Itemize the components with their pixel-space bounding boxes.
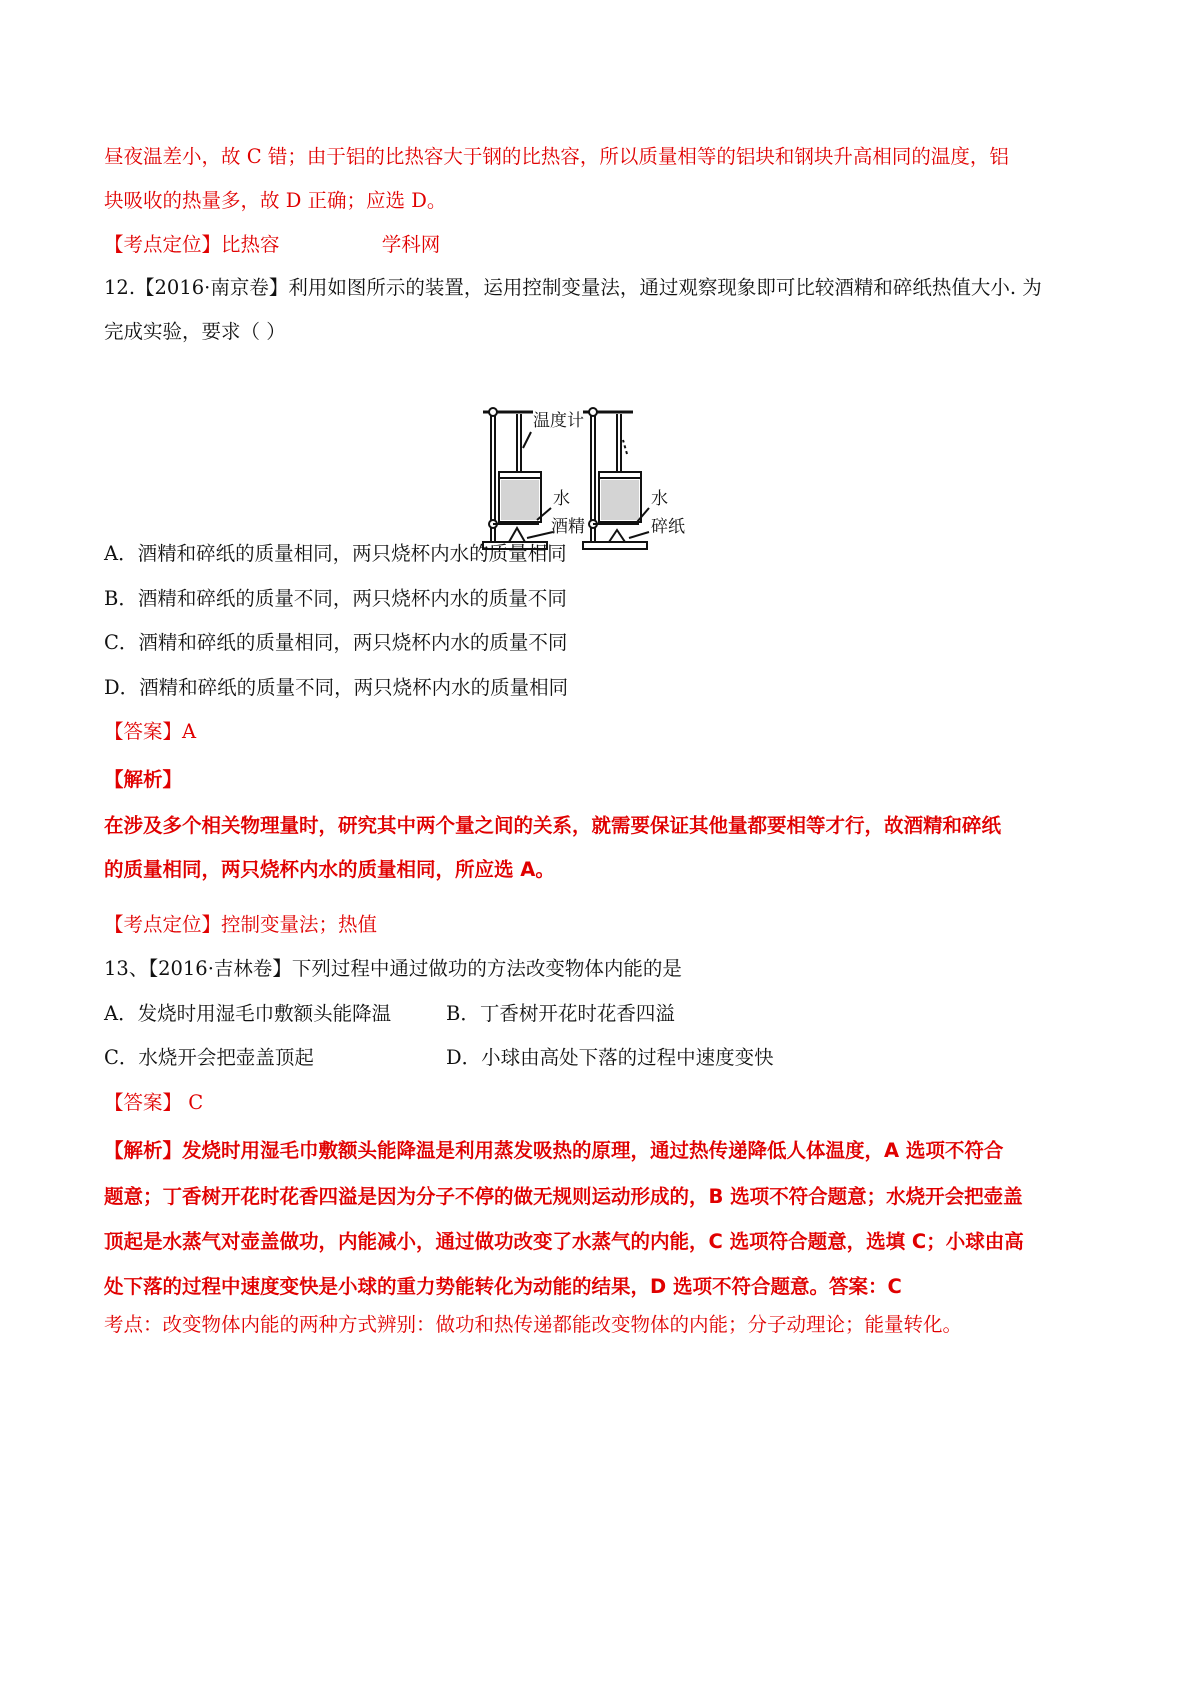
prev-analysis-line-2: 块吸收的热量多，故 D 正确；应选 D。: [104, 189, 447, 212]
label-thermometer: 温度计: [533, 411, 584, 431]
q12-apparatus-figure: [479, 392, 705, 562]
q12-option-c: C．酒精和碎纸的质量相同，两只烧杯内水的质量不同: [104, 631, 568, 654]
label-water-left: 水: [553, 489, 570, 509]
q13-options-row-2: [104, 1048, 314, 1068]
q13-answer: [104, 1093, 203, 1113]
q13-analysis-line-2: 题意；丁香树开花时花香四溢是因为分子不停的做无规则运动形成的，B 选项不符合题意；水烧开会把壶盖: [104, 1185, 1023, 1208]
q13-options-row-1: [104, 1004, 391, 1024]
q12-analysis-line-2: 的质量相同，两只烧杯内水的质量相同，所应选 A。: [104, 858, 555, 881]
knowledge-point-value: 比热容: [221, 233, 280, 256]
label-water-right: 水: [651, 489, 668, 509]
answer-label: 【答案】: [104, 720, 183, 743]
apparatus-diagram: [479, 392, 705, 562]
q13-stem: 13、【2016·吉林卷】下列过程中通过做功的方法改变物体内能的是: [104, 957, 682, 980]
q13-analysis-line-3: 顶起是水蒸气对壶盖做功，内能减小，通过做功改变了水蒸气的内能，C 选项符合题意，选填 C；小球由高: [104, 1230, 1024, 1253]
q13-option-a: A．发烧时用湿毛巾敷额头能降温: [104, 1002, 392, 1025]
q13-option-b: B．丁香树开花时花香四溢: [446, 1002, 675, 1025]
q12-option-d: D．酒精和碎纸的质量不同，两只烧杯内水的质量相同: [104, 676, 569, 699]
answer-label: 【答案】: [104, 1091, 183, 1114]
knowledge-point-label: 【考点定位】: [104, 233, 222, 256]
knowledge-point-value: 控制变量法；热值: [221, 913, 378, 936]
label-alcohol: 酒精: [551, 517, 585, 537]
q12-option-a: A．酒精和碎纸的质量相同，两只烧杯内水的质量相同: [104, 542, 567, 565]
q12-knowledge-point: [104, 915, 377, 935]
q12-answer: [104, 722, 196, 742]
answer-value: A: [182, 720, 197, 743]
label-shredded-paper: 碎纸: [651, 517, 685, 537]
prev-knowledge-point: [104, 235, 440, 255]
q13-option-c: C．水烧开会把壶盖顶起: [104, 1046, 314, 1069]
q12-stem-line-1: 12.【2016·南京卷】利用如图所示的装置，运用控制变量法，通过观察现象即可比较酒精和碎纸热值大小. 为: [104, 276, 1042, 299]
answer-value: C: [188, 1091, 204, 1114]
q12-analysis-line-1: 在涉及多个相关物理量时，研究其中两个量之间的关系，就需要保证其他量都要相等才行，故酒精和碎纸: [104, 814, 1002, 837]
q13-analysis-line-1: 【解析】发烧时用湿毛巾敷额头能降温是利用蒸发吸热的原理，通过热传递降低人体温度，A 选项不符合: [104, 1139, 1004, 1162]
q13-analysis-line-4: 处下落的过程中速度变快是小球的重力势能转化为动能的结果，D 选项不符合题意。答案：C: [104, 1275, 902, 1298]
q12-option-b: B．酒精和碎纸的质量不同，两只烧杯内水的质量不同: [104, 587, 567, 610]
q12-analysis-label: 【解析】: [104, 768, 183, 791]
q13-option-d: D．小球由高处下落的过程中速度变快: [446, 1046, 774, 1069]
knowledge-point-label: 【考点定位】: [104, 913, 222, 936]
q13-knowledge-point: 考点：改变物体内能的两种方式辨别：做功和热传递都能改变物体的内能；分子动理论；能量转化。: [104, 1313, 963, 1336]
watermark-text: 学科网: [381, 233, 441, 256]
q12-stem-line-2: 完成实验，要求（ ）: [104, 320, 286, 343]
prev-analysis-line-1: 昼夜温差小，故 C 错；由于铝的比热容大于钢的比热容，所以质量相等的铝块和钢块升高相同的温度，铝: [104, 145, 1009, 168]
